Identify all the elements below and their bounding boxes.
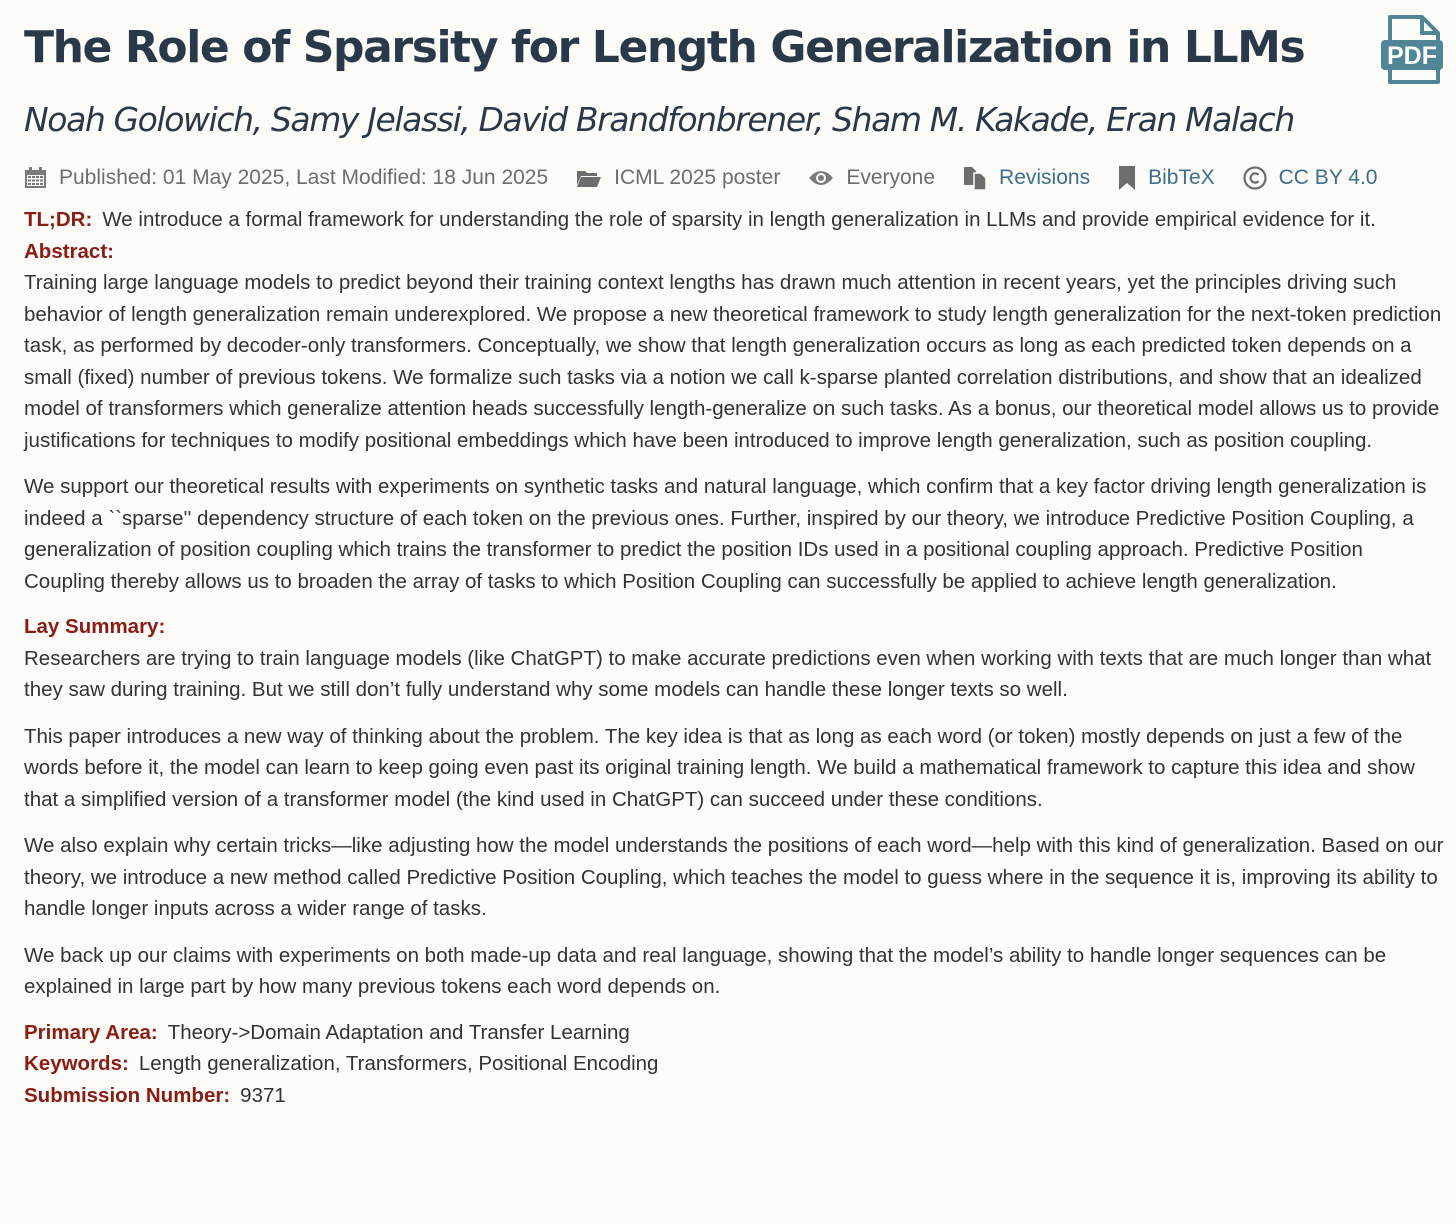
revisions-link[interactable]: [963, 166, 1090, 190]
bibtex-link[interactable]: [1118, 166, 1215, 190]
primary-area-label: Primary Area:: [24, 1020, 158, 1044]
folder-open-icon: [576, 168, 602, 188]
tldr-label: TL;DR:: [24, 208, 93, 231]
venue-info: [576, 166, 780, 190]
paper-page: [24, 0, 1448, 1107]
dates-info: [24, 166, 548, 190]
license-label: CC BY 4.0: [1278, 166, 1378, 189]
pdf-icon-label: PDF: [1387, 42, 1437, 70]
abstract-paragraph: We support our theoretical results with experiments on synthetic tasks and natural language, which confirm that a key factor driving length generalization is indeed a ``sparse'' dependency structure of each token on the previous ones. Further, inspired by our theory, we introduce Predictive Position Coupling, a generalization of position coupling which trains the transformer to predict the position IDs used in a positional coupling approach. Predictive Position Coupling thereby allows us to broaden the array of tasks to which Position Coupling can successfully be applied to achieve length generalization.: [24, 475, 1427, 593]
readers-info: [808, 166, 935, 190]
dates-text: Published: 01 May 2025, Last Modified: 18 Jun 2025: [59, 166, 549, 189]
revisions-label: Revisions: [999, 166, 1091, 189]
abstract-section: [24, 236, 1448, 598]
lay-summary-section: [24, 611, 1448, 1003]
copyright-icon: [1243, 166, 1267, 190]
keywords-value: Length generalization, Transformers, Positional Encoding: [138, 1052, 659, 1075]
pdf-download-link[interactable]: [1378, 14, 1444, 86]
lay-summary-paragraph: We also explain why certain tricks—like adjusting how the model understands the positions of each word—help with this kind of generalization. Based on our theory, we introduce a new method called Predictive Position Coupling, which teaches the model to guess where in the sequence it is, improving its ability to handle longer inputs across a wider range of tasks.: [24, 834, 1444, 920]
bookmark-icon: [1118, 166, 1136, 190]
submission-number-label: Submission Number:: [24, 1083, 231, 1107]
submission-number-value: 9371: [240, 1083, 286, 1107]
lay-summary-paragraph: This paper introduces a new way of thinking about the problem. The key idea is that as long as each word (or token) mostly depends on just a few of the words before it, the model can learn to keep going even past its original training length. We build a mathematical framework to capture this idea and show that a simplified version of a transformer model (the kind used in ChatGPT) can succeed under these conditions.: [24, 724, 1415, 811]
venue-text: ICML 2025 poster: [614, 166, 781, 189]
copy-icon: [963, 166, 987, 190]
license-link[interactable]: [1243, 166, 1378, 190]
calendar-icon: [24, 167, 47, 189]
tldr-field: [24, 204, 1448, 236]
author-list[interactable]: Noah Golowich, Samy Jelassi, David Brandfonbrener, Sham M. Kakade, Eran Malach: [24, 100, 1294, 139]
readers-text: Everyone: [846, 166, 936, 189]
eye-icon: [808, 169, 834, 187]
paper-content: [24, 204, 1448, 1111]
keywords-label: Keywords:: [24, 1052, 129, 1075]
abstract-label: Abstract:: [24, 239, 114, 263]
paper-title: The Role of Sparsity for Length Generalization in LLMs: [24, 22, 1305, 73]
tldr-text: We introduce a formal framework for understanding the role of sparsity in length generalization in LLMs and provide empirical evidence for it.: [102, 208, 1376, 231]
meta-row: [24, 160, 1405, 196]
pdf-icon: [1378, 14, 1444, 86]
lay-summary-paragraph: Researchers are trying to train language models (like ChatGPT) to make accurate predictions even when working with texts that are much longer than what they saw during training. But we still don’t fully understand why some models can handle these longer texts so well.: [24, 646, 1432, 701]
submission-number-field: [24, 1080, 1448, 1112]
lay-summary-label: Lay Summary:: [24, 615, 166, 638]
primary-area-field: [24, 1017, 1448, 1049]
title-row: [24, 0, 1448, 100]
lay-summary-paragraph: We back up our claims with experiments on both made-up data and real language, showing that the model’s ability to handle longer sequences can be explained in large part by how many previous tokens each word depends on.: [24, 943, 1387, 998]
keywords-field: [24, 1048, 1448, 1080]
primary-area-value: Theory->Domain Adaptation and Transfer Learning: [167, 1020, 630, 1044]
bibtex-label: BibTeX: [1148, 166, 1215, 189]
abstract-paragraph: Training large language models to predict beyond their training context lengths has drawn much attention in recent years, yet the principles driving such behavior of length generalization remain underexplored. We propose a new theoretical framework to study length generalization for the next-token prediction task, as performed by decoder-only transformers. Conceptually, we show that length generalization occurs as long as each predicted token depends on a small (fixed) number of previous tokens. We formalize such tasks via a notion we call k-sparse planted correlation distributions, and show that an idealized model of transformers which generalize attention heads successfully length-generalize on such tasks. As a bonus, our theoretical model allows us to provide justifications for techniques to modify positional embeddings which have been introduced to improve length generalization, such as position coupling.: [24, 271, 1442, 452]
